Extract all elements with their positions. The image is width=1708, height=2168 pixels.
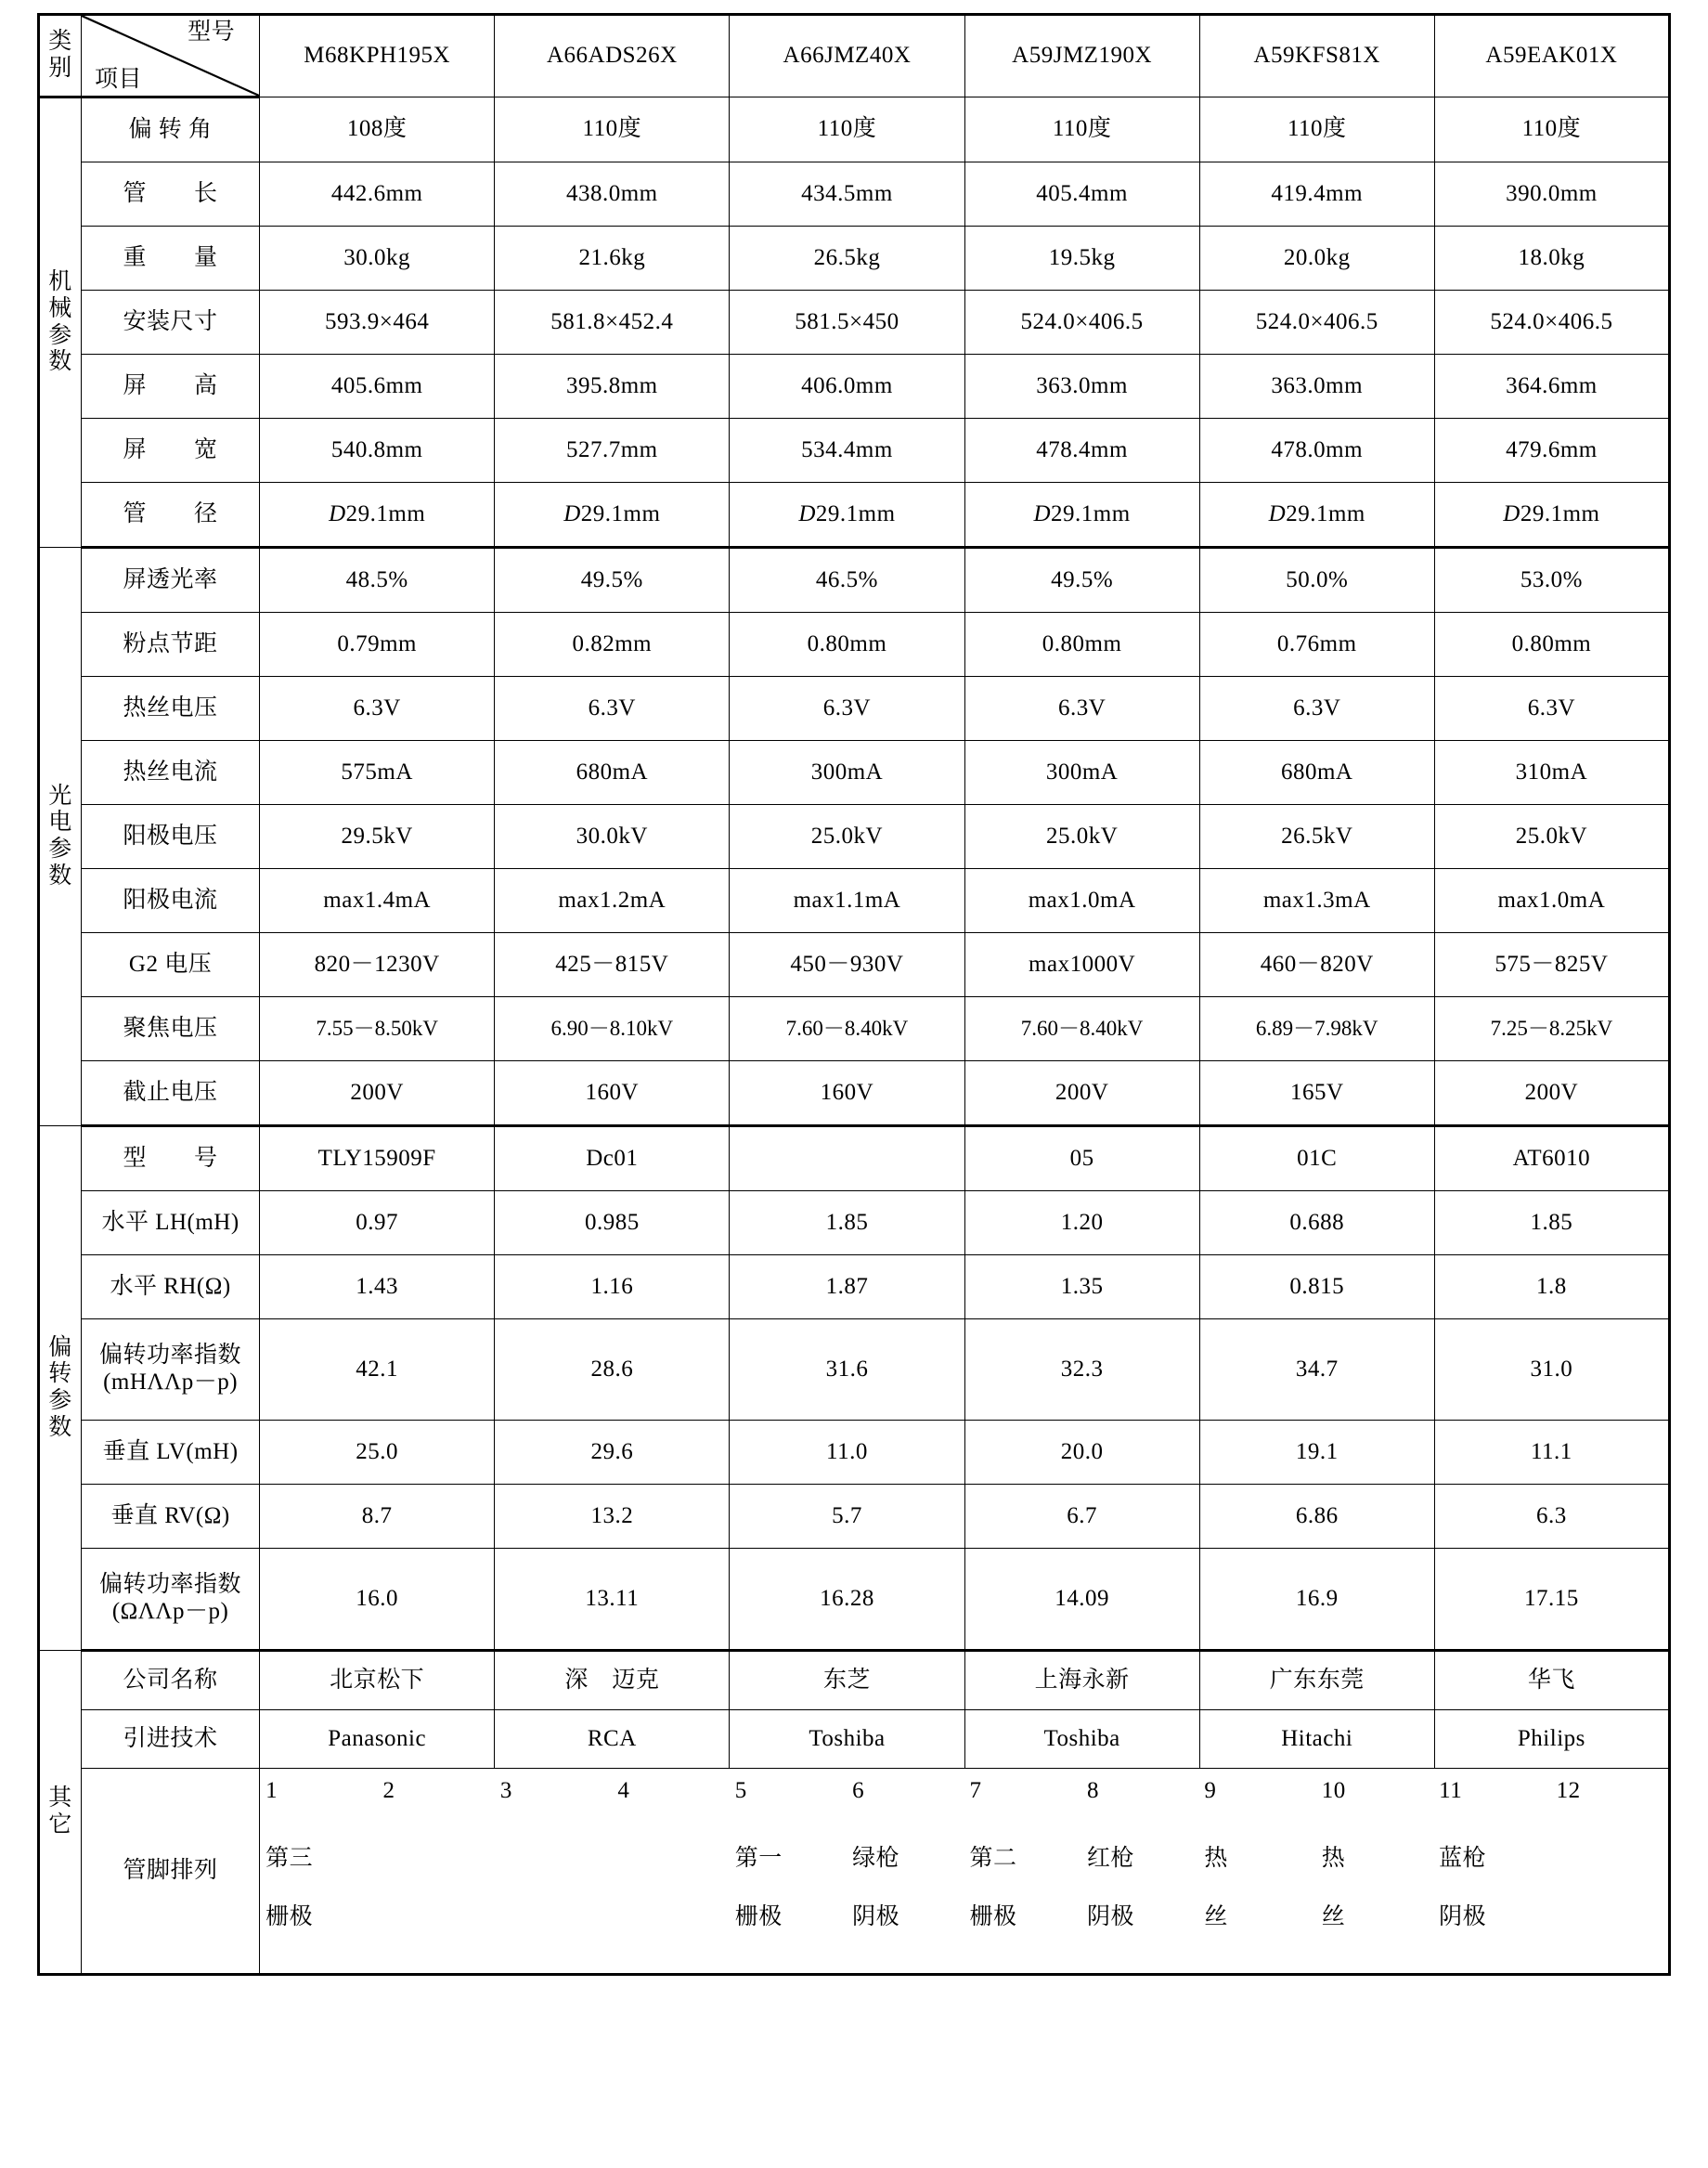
cell-value: 31.0 bbox=[1434, 1319, 1669, 1421]
cell-value: 东芝 bbox=[730, 1651, 964, 1710]
cell-value: 593.9×464 bbox=[260, 291, 495, 355]
category-char: 参 bbox=[48, 322, 72, 348]
pin-number-cell: 10 bbox=[1321, 1778, 1346, 1803]
table-row bbox=[39, 933, 1670, 997]
cell-value: 49.5% bbox=[964, 548, 1199, 613]
cell-value: Toshiba bbox=[964, 1710, 1199, 1769]
row-label: 屏 宽 bbox=[82, 419, 260, 483]
category-deflection bbox=[39, 1126, 82, 1651]
cell-value: 20.0 bbox=[964, 1421, 1199, 1485]
pin-label-bottom-cell: 栅极 bbox=[265, 1903, 314, 1929]
table-row bbox=[39, 1126, 1670, 1191]
cell-value: max1.0mA bbox=[964, 869, 1199, 933]
cell-value: 8.7 bbox=[260, 1485, 495, 1549]
row-label-line: 偏转功率指数 bbox=[99, 1343, 242, 1369]
category-char: 类 bbox=[48, 29, 72, 55]
pin-number-cell: 1 bbox=[265, 1778, 278, 1803]
cell-value: 0.97 bbox=[260, 1191, 495, 1255]
cell-value: 19.1 bbox=[1199, 1421, 1434, 1485]
cell-value: 0.82mm bbox=[495, 613, 730, 677]
cell-value: 6.3V bbox=[730, 677, 964, 741]
cell-value: 300mA bbox=[730, 741, 964, 805]
cell-value: max1.1mA bbox=[730, 869, 964, 933]
cell-value: 30.0kV bbox=[495, 805, 730, 869]
cell-value: 14.09 bbox=[964, 1549, 1199, 1651]
row-label: 热丝电压 bbox=[82, 677, 260, 741]
category-char: 参 bbox=[48, 1388, 72, 1413]
cell-value: 200V bbox=[964, 1061, 1199, 1126]
cell-value: 26.5kV bbox=[1199, 805, 1434, 869]
cell-value: 25.0kV bbox=[964, 805, 1199, 869]
pin-number-cell: 9 bbox=[1204, 1778, 1217, 1803]
cell-value: 0.985 bbox=[495, 1191, 730, 1255]
category-optoelectronic bbox=[39, 548, 82, 1126]
cell-value: 1.87 bbox=[730, 1255, 964, 1319]
pin-label-top bbox=[260, 1805, 1668, 1873]
table-row bbox=[39, 1651, 1670, 1710]
pin-label-top-cell: 第一 bbox=[734, 1845, 783, 1871]
cell-value: 110度 bbox=[495, 97, 730, 162]
row-label bbox=[82, 1549, 260, 1651]
pin-number-cell: 3 bbox=[499, 1778, 512, 1803]
header-item-label: 项目 bbox=[95, 67, 143, 93]
cell-value: 7.25－8.25kV bbox=[1434, 997, 1669, 1061]
category-char: 数 bbox=[48, 863, 72, 889]
pin-label-top-cell: 第二 bbox=[969, 1845, 1017, 1871]
cell-value: 460－820V bbox=[1199, 933, 1434, 997]
cell-value: 华飞 bbox=[1434, 1651, 1669, 1710]
table-row bbox=[39, 291, 1670, 355]
pin-number-cell: 6 bbox=[852, 1778, 865, 1803]
category-other bbox=[39, 1651, 82, 1975]
row-label-line: 偏转功率指数 bbox=[99, 1572, 242, 1598]
category-char: 它 bbox=[48, 1811, 72, 1837]
cell-value: 363.0mm bbox=[1199, 355, 1434, 419]
pin-number-cell: 11 bbox=[1439, 1778, 1463, 1803]
cell-value: 390.0mm bbox=[1434, 162, 1669, 227]
table-row bbox=[39, 1710, 1670, 1769]
row-label: 型 号 bbox=[82, 1126, 260, 1191]
row-label: 阳极电流 bbox=[82, 869, 260, 933]
table-row bbox=[39, 419, 1670, 483]
cell-value: 1.85 bbox=[1434, 1191, 1669, 1255]
cell-value: 534.4mm bbox=[730, 419, 964, 483]
cell-value: 6.89－7.98kV bbox=[1199, 997, 1434, 1061]
cell-value: 1.8 bbox=[1434, 1255, 1669, 1319]
cell-value: 419.4mm bbox=[1199, 162, 1434, 227]
row-label-line: (ΩΛΛp－p) bbox=[111, 1599, 229, 1624]
cell-value: D29.1mm bbox=[1434, 483, 1669, 548]
cell-value: 18.0kg bbox=[1434, 227, 1669, 291]
cell-value: 53.0% bbox=[1434, 548, 1669, 613]
cell-value: 01C bbox=[1199, 1126, 1434, 1191]
table-row bbox=[39, 1319, 1670, 1421]
row-label: 聚焦电压 bbox=[82, 997, 260, 1061]
row-label bbox=[82, 1319, 260, 1421]
cell-value: 19.5kg bbox=[964, 227, 1199, 291]
cell-value: 160V bbox=[495, 1061, 730, 1126]
cell-value: 575mA bbox=[260, 741, 495, 805]
category-char: 其 bbox=[48, 1785, 72, 1811]
row-label: 安装尺寸 bbox=[82, 291, 260, 355]
pin-label-top-cell bbox=[612, 1846, 729, 1873]
cell-value: Philips bbox=[1434, 1710, 1669, 1769]
row-label: 垂直 LV(mH) bbox=[82, 1421, 260, 1485]
cell-value: 524.0×406.5 bbox=[964, 291, 1199, 355]
cell-value: 581.8×452.4 bbox=[495, 291, 730, 355]
cell-value: 0.80mm bbox=[1434, 613, 1669, 677]
cell-value: 0.688 bbox=[1199, 1191, 1434, 1255]
cell-value: 16.9 bbox=[1199, 1549, 1434, 1651]
row-label: 管 长 bbox=[82, 162, 260, 227]
cell-value: 581.5×450 bbox=[730, 291, 964, 355]
row-label: 截止电压 bbox=[82, 1061, 260, 1126]
cell-value: 广东东莞 bbox=[1199, 1651, 1434, 1710]
cell-value: 29.5kV bbox=[260, 805, 495, 869]
cell-value: 405.4mm bbox=[964, 162, 1199, 227]
cell-value: 110度 bbox=[1199, 97, 1434, 162]
cell-value: D29.1mm bbox=[730, 483, 964, 548]
pin-arrangement-diagram bbox=[260, 1769, 1670, 1975]
cell-value: 6.3V bbox=[1199, 677, 1434, 741]
cell-value: max1.4mA bbox=[260, 869, 495, 933]
row-label: 屏透光率 bbox=[82, 548, 260, 613]
cell-value: 49.5% bbox=[495, 548, 730, 613]
category-char: 械 bbox=[48, 295, 72, 321]
header-diagonal-cell bbox=[82, 15, 260, 97]
cell-value: 17.15 bbox=[1434, 1549, 1669, 1651]
pin-label-bottom-cell bbox=[378, 1904, 495, 1931]
cell-value: 16.28 bbox=[730, 1549, 964, 1651]
cell-value: Hitachi bbox=[1199, 1710, 1434, 1769]
column-header-model: A59JMZ190X bbox=[964, 15, 1199, 97]
cell-value: 0.80mm bbox=[964, 613, 1199, 677]
cell-value: max1.3mA bbox=[1199, 869, 1434, 933]
cell-value: D29.1mm bbox=[964, 483, 1199, 548]
cell-value: 7.55－8.50kV bbox=[260, 997, 495, 1061]
pin-label-top-cell bbox=[378, 1846, 495, 1873]
table-row bbox=[39, 162, 1670, 227]
pin-label-top-cell bbox=[495, 1846, 612, 1873]
cell-value: 438.0mm bbox=[495, 162, 730, 227]
cell-value: 6.3V bbox=[260, 677, 495, 741]
pin-label-top-cell: 热 bbox=[1204, 1845, 1228, 1871]
cell-value: 479.6mm bbox=[1434, 419, 1669, 483]
cell-value: 46.5% bbox=[730, 548, 964, 613]
table-row bbox=[39, 805, 1670, 869]
cell-value: 527.7mm bbox=[495, 419, 730, 483]
row-label: 重 量 bbox=[82, 227, 260, 291]
row-label: 管 径 bbox=[82, 483, 260, 548]
table-header-row bbox=[39, 15, 1670, 97]
pin-number-cell: 5 bbox=[734, 1778, 747, 1803]
cell-value: 深 迈克 bbox=[495, 1651, 730, 1710]
cell-value: 160V bbox=[730, 1061, 964, 1126]
cell-value: 5.7 bbox=[730, 1485, 964, 1549]
pin-label-top-cell: 蓝枪 bbox=[1439, 1845, 1487, 1871]
header-category-label bbox=[39, 15, 82, 97]
pin-number-cell: 12 bbox=[1556, 1778, 1581, 1803]
column-header-model: A59KFS81X bbox=[1199, 15, 1434, 97]
pin-number-cell: 8 bbox=[1086, 1778, 1099, 1803]
cell-value: 1.16 bbox=[495, 1255, 730, 1319]
cell-value: 0.815 bbox=[1199, 1255, 1434, 1319]
cell-value: 13.2 bbox=[495, 1485, 730, 1549]
cell-value: 32.3 bbox=[964, 1319, 1199, 1421]
pin-label-bottom-cell: 栅极 bbox=[969, 1903, 1017, 1929]
cell-value: 524.0×406.5 bbox=[1434, 291, 1669, 355]
cell-value: 42.1 bbox=[260, 1319, 495, 1421]
category-char: 机 bbox=[48, 269, 72, 294]
pin-label-bottom-cell bbox=[495, 1904, 612, 1931]
cell-value: D29.1mm bbox=[1199, 483, 1434, 548]
row-label: 公司名称 bbox=[82, 1651, 260, 1710]
row-label: G2 电压 bbox=[82, 933, 260, 997]
cell-value: 25.0 bbox=[260, 1421, 495, 1485]
cell-value: 21.6kg bbox=[495, 227, 730, 291]
cell-value: 575－825V bbox=[1434, 933, 1669, 997]
cell-value: 478.0mm bbox=[1199, 419, 1434, 483]
cell-value: 680mA bbox=[1199, 741, 1434, 805]
cell-value: Dc01 bbox=[495, 1126, 730, 1191]
cell-value: 363.0mm bbox=[964, 355, 1199, 419]
cell-value: 11.1 bbox=[1434, 1421, 1669, 1485]
cell-value: 28.6 bbox=[495, 1319, 730, 1421]
table-row bbox=[39, 1421, 1670, 1485]
pin-label-top-cell: 热 bbox=[1321, 1845, 1346, 1871]
pin-number-cell: 4 bbox=[617, 1778, 630, 1803]
row-label: 水平 LH(mH) bbox=[82, 1191, 260, 1255]
cell-value: 200V bbox=[260, 1061, 495, 1126]
pin-label-top-cell bbox=[1551, 1846, 1668, 1873]
cell-value: 6.90－8.10kV bbox=[495, 997, 730, 1061]
cell-value: 680mA bbox=[495, 741, 730, 805]
cell-value: 7.60－8.40kV bbox=[730, 997, 964, 1061]
cell-value: 478.4mm bbox=[964, 419, 1199, 483]
pin-label-bottom-cell: 阴极 bbox=[852, 1903, 900, 1929]
category-mechanical bbox=[39, 97, 82, 548]
cell-value: 1.35 bbox=[964, 1255, 1199, 1319]
pin-label-bottom-cell bbox=[1551, 1904, 1668, 1931]
cell-value: 310mA bbox=[1434, 741, 1669, 805]
cell-value: 25.0kV bbox=[730, 805, 964, 869]
table-row bbox=[39, 741, 1670, 805]
cell-value: 31.6 bbox=[730, 1319, 964, 1421]
pin-label-bottom-cell: 栅极 bbox=[734, 1903, 783, 1929]
table-row bbox=[39, 677, 1670, 741]
cell-value: 110度 bbox=[730, 97, 964, 162]
row-label-line: (mHΛΛp－p) bbox=[103, 1370, 239, 1395]
cell-value: 34.7 bbox=[1199, 1319, 1434, 1421]
cell-value: 406.0mm bbox=[730, 355, 964, 419]
cell-value: AT6010 bbox=[1434, 1126, 1669, 1191]
table-row bbox=[39, 997, 1670, 1061]
cell-value: max1.2mA bbox=[495, 869, 730, 933]
table-row bbox=[39, 97, 1670, 162]
row-label: 阳极电压 bbox=[82, 805, 260, 869]
cell-value: 北京松下 bbox=[260, 1651, 495, 1710]
cell-value: 6.3V bbox=[1434, 677, 1669, 741]
cell-value: 364.6mm bbox=[1434, 355, 1669, 419]
cell-value: 6.3 bbox=[1434, 1485, 1669, 1549]
table-row bbox=[39, 355, 1670, 419]
cell-value: D29.1mm bbox=[495, 483, 730, 548]
cell-value: 13.11 bbox=[495, 1549, 730, 1651]
cell-value: 25.0kV bbox=[1434, 805, 1669, 869]
category-char: 电 bbox=[48, 810, 72, 836]
table-row bbox=[39, 1191, 1670, 1255]
row-label: 管脚排列 bbox=[82, 1769, 260, 1975]
cell-value bbox=[730, 1126, 964, 1191]
cell-value: 1.85 bbox=[730, 1191, 964, 1255]
cell-value: 0.79mm bbox=[260, 613, 495, 677]
pin-label-bottom-cell: 丝 bbox=[1204, 1903, 1228, 1929]
cell-value: 6.7 bbox=[964, 1485, 1199, 1549]
cell-value: 524.0×406.5 bbox=[1199, 291, 1434, 355]
cell-value: 442.6mm bbox=[260, 162, 495, 227]
cell-value: 6.86 bbox=[1199, 1485, 1434, 1549]
cell-value: 20.0kg bbox=[1199, 227, 1434, 291]
cell-value: 7.60－8.40kV bbox=[964, 997, 1199, 1061]
cell-value: D29.1mm bbox=[260, 483, 495, 548]
pin-label-bottom-cell: 丝 bbox=[1321, 1903, 1346, 1929]
cell-value: 29.6 bbox=[495, 1421, 730, 1485]
table-row bbox=[39, 869, 1670, 933]
table-row bbox=[39, 1061, 1670, 1126]
cell-value: max1000V bbox=[964, 933, 1199, 997]
pin-label-top-cell: 第三 bbox=[265, 1845, 314, 1871]
cell-value: 405.6mm bbox=[260, 355, 495, 419]
category-char: 数 bbox=[48, 1414, 72, 1440]
table-row bbox=[39, 548, 1670, 613]
cell-value: 6.3V bbox=[964, 677, 1199, 741]
cell-value: RCA bbox=[495, 1710, 730, 1769]
crt-specification-table bbox=[37, 13, 1671, 1976]
cell-value: 395.8mm bbox=[495, 355, 730, 419]
column-header-model: A66ADS26X bbox=[495, 15, 730, 97]
row-label: 偏 转 角 bbox=[82, 97, 260, 162]
cell-value: TLY15909F bbox=[260, 1126, 495, 1191]
category-char: 别 bbox=[48, 56, 72, 81]
cell-value: 820－1230V bbox=[260, 933, 495, 997]
table-row bbox=[39, 613, 1670, 677]
cell-value: 110度 bbox=[964, 97, 1199, 162]
cell-value: 48.5% bbox=[260, 548, 495, 613]
table-row bbox=[39, 483, 1670, 548]
cell-value: 450－930V bbox=[730, 933, 964, 997]
pin-number bbox=[260, 1769, 1668, 1805]
cell-value: 110度 bbox=[1434, 97, 1669, 162]
cell-value: 0.76mm bbox=[1199, 613, 1434, 677]
cell-value: 1.20 bbox=[964, 1191, 1199, 1255]
pin-label-top-cell: 红枪 bbox=[1086, 1845, 1134, 1871]
table-row bbox=[39, 1255, 1670, 1319]
column-header-model: A59EAK01X bbox=[1434, 15, 1669, 97]
cell-value: 05 bbox=[964, 1126, 1199, 1191]
table-row bbox=[39, 1549, 1670, 1651]
cell-value: 上海永新 bbox=[964, 1651, 1199, 1710]
cell-value: Panasonic bbox=[260, 1710, 495, 1769]
cell-value: 165V bbox=[1199, 1061, 1434, 1126]
category-char: 转 bbox=[48, 1361, 72, 1387]
table-row bbox=[39, 1485, 1670, 1549]
pin-label-bottom bbox=[260, 1873, 1668, 1931]
cell-value: max1.0mA bbox=[1434, 869, 1669, 933]
header-model-label: 型号 bbox=[188, 19, 236, 45]
row-label: 水平 RH(Ω) bbox=[82, 1255, 260, 1319]
pin-number-cell: 7 bbox=[969, 1778, 982, 1803]
column-header-model: M68KPH195X bbox=[260, 15, 495, 97]
column-header-model: A66JMZ40X bbox=[730, 15, 964, 97]
row-label: 垂直 RV(Ω) bbox=[82, 1485, 260, 1549]
cell-value: 50.0% bbox=[1199, 548, 1434, 613]
cell-value: 6.3V bbox=[495, 677, 730, 741]
row-label: 粉点节距 bbox=[82, 613, 260, 677]
row-label: 热丝电流 bbox=[82, 741, 260, 805]
cell-value: 1.43 bbox=[260, 1255, 495, 1319]
cell-value: 200V bbox=[1434, 1061, 1669, 1126]
category-char: 参 bbox=[48, 837, 72, 862]
cell-value: 11.0 bbox=[730, 1421, 964, 1485]
pin-label-bottom-cell: 阴极 bbox=[1439, 1903, 1487, 1929]
row-label: 屏 高 bbox=[82, 355, 260, 419]
cell-value: 26.5kg bbox=[730, 227, 964, 291]
row-label: 引进技术 bbox=[82, 1710, 260, 1769]
cell-value: 16.0 bbox=[260, 1549, 495, 1651]
category-char: 数 bbox=[48, 349, 72, 375]
cell-value: 30.0kg bbox=[260, 227, 495, 291]
cell-value: 300mA bbox=[964, 741, 1199, 805]
cell-value: 425－815V bbox=[495, 933, 730, 997]
cell-value: 0.80mm bbox=[730, 613, 964, 677]
category-char: 偏 bbox=[48, 1334, 72, 1360]
pin-number-cell: 2 bbox=[382, 1778, 395, 1803]
cell-value: 434.5mm bbox=[730, 162, 964, 227]
pin-label-bottom-cell: 阴极 bbox=[1086, 1903, 1134, 1929]
pin-label-top-cell: 绿枪 bbox=[852, 1845, 900, 1871]
category-char: 光 bbox=[48, 783, 72, 809]
pin-label-bottom-cell bbox=[612, 1904, 729, 1931]
cell-value: Toshiba bbox=[730, 1710, 964, 1769]
cell-value: 540.8mm bbox=[260, 419, 495, 483]
cell-value: 108度 bbox=[260, 97, 495, 162]
table-row bbox=[39, 227, 1670, 291]
pin-arrangement-row bbox=[39, 1769, 1670, 1975]
